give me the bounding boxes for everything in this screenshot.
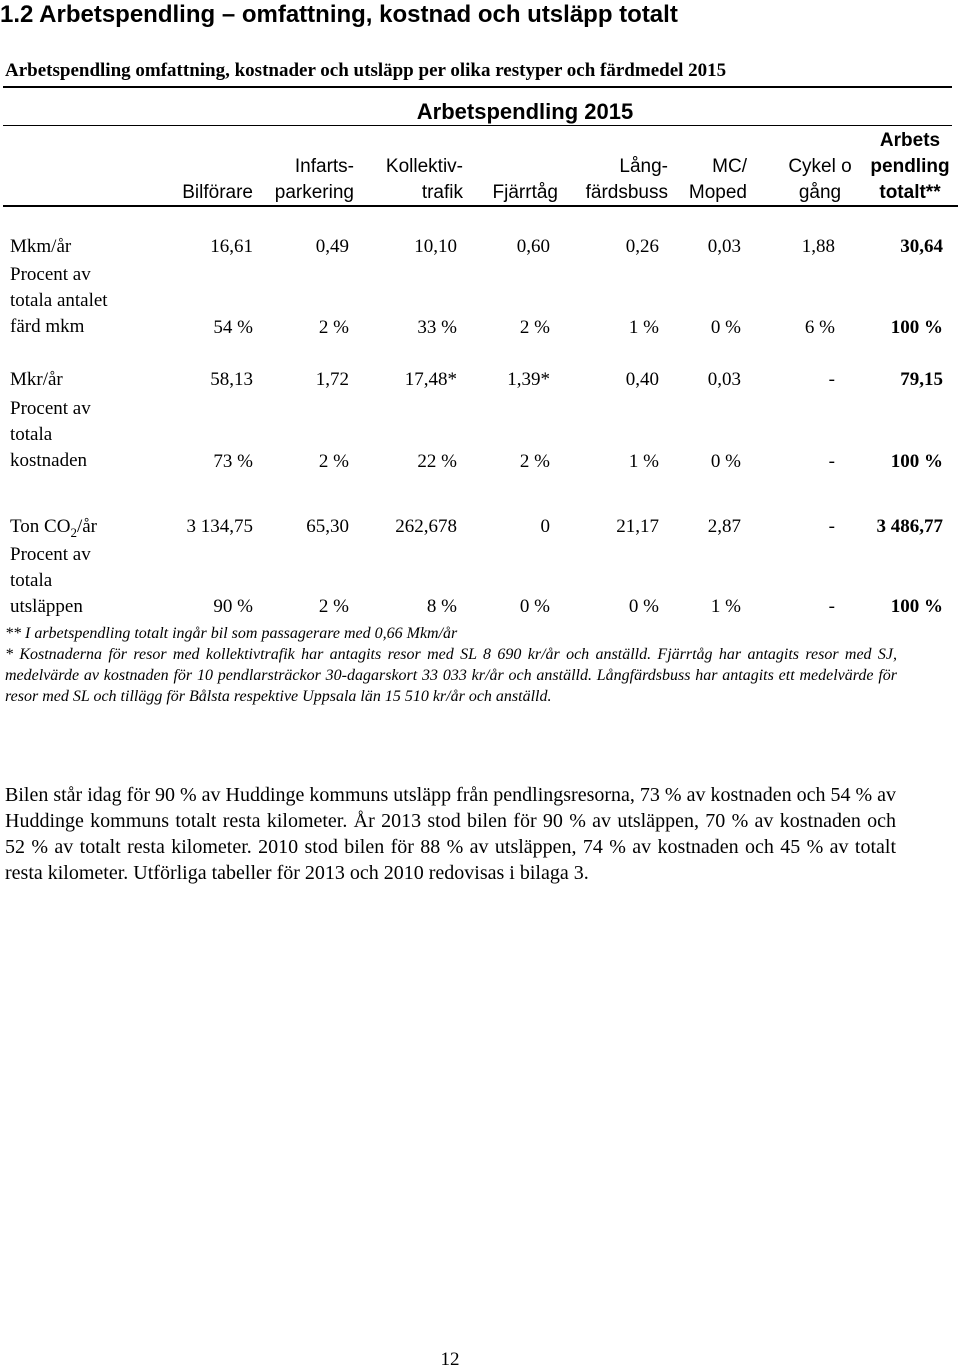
row-label-line: kostnaden bbox=[10, 450, 88, 471]
table-cell: 2 % bbox=[519, 451, 550, 472]
table-cell: 6 % bbox=[804, 317, 835, 338]
row-label-line: Procent av bbox=[10, 544, 91, 565]
table-caption: Arbetspendling omfattning, kostnader och utsläpp per olika restyper och färdmedel 2015 bbox=[5, 60, 727, 81]
footnote: * Kostnaderna för resor med kollektivtrafik har antagits resor med SL 8 690 kr/år och anställd. Fjärrtåg har antagits resor med SJ, medelvärde av kostnaden för 10 pendlarsträckor 30-dagarskort 33 033 kr/år och anställd. Långfärdsbuss har antagits ett medelvärde för resor med SL och tillägg för Bålsta respektive Uppsala län 15 510 kr/år och anställd. bbox=[5, 646, 897, 705]
col-header-line: Cykel o bbox=[788, 156, 852, 177]
row-label-percent-emissions bbox=[10, 542, 91, 620]
row-label-line: totala bbox=[10, 424, 53, 445]
table-cell: 1 % bbox=[710, 596, 741, 617]
table-cell-total: 30,64 bbox=[900, 236, 943, 257]
col-header-line: Bilförare bbox=[182, 182, 253, 203]
table-cell: 1 % bbox=[628, 451, 659, 472]
col-header-line: färdsbuss bbox=[585, 182, 668, 203]
table-cell-total: 3 486,77 bbox=[876, 516, 943, 537]
table-cell: 65,30 bbox=[306, 516, 349, 537]
table-footnotes bbox=[5, 623, 897, 707]
table-cell: 0,60 bbox=[516, 236, 550, 257]
col-header-kollektivtrafik bbox=[386, 154, 463, 206]
table-cell: - bbox=[828, 451, 835, 472]
table-cell: 0,03 bbox=[707, 369, 741, 390]
row-label-mkr: Mkr/år bbox=[10, 369, 63, 390]
table-cell: - bbox=[828, 369, 835, 390]
col-header-line: Moped bbox=[688, 182, 747, 203]
table-cell: 90 % bbox=[213, 596, 253, 617]
row-label-line: totala antalet bbox=[10, 290, 108, 311]
table-cell: 262,678 bbox=[395, 516, 457, 537]
row-label-line: Procent av bbox=[10, 398, 91, 419]
table-cell: 2 % bbox=[318, 451, 349, 472]
row-label-line: utsläppen bbox=[10, 596, 83, 617]
table-cell: 0 % bbox=[519, 596, 550, 617]
col-header-line: Fjärrtåg bbox=[492, 182, 558, 203]
table-cell: 0,40 bbox=[625, 369, 659, 390]
table-cell: 2 % bbox=[519, 317, 550, 338]
table-cell: 17,48* bbox=[404, 369, 457, 390]
col-header-line: parkering bbox=[274, 182, 354, 203]
row-label-text: Ton CO bbox=[10, 516, 71, 537]
page-number: 12 bbox=[440, 1349, 460, 1370]
table-cell: 3 134,75 bbox=[186, 516, 253, 537]
col-header-line: Kollektiv- bbox=[385, 156, 463, 177]
table-header-rule bbox=[3, 205, 958, 207]
table-cell: 2,87 bbox=[707, 516, 741, 537]
table-cell: 0,26 bbox=[625, 236, 659, 257]
col-header-line: Infarts- bbox=[294, 156, 354, 177]
row-label-percent-cost bbox=[10, 396, 91, 474]
table-top-rule bbox=[3, 86, 952, 88]
table-cell: 54 % bbox=[213, 317, 253, 338]
table-cell-total: 100 % bbox=[890, 451, 943, 472]
table-cell: 58,13 bbox=[210, 369, 253, 390]
table-cell: 0 % bbox=[710, 317, 741, 338]
col-header-fjarrtag bbox=[493, 180, 558, 206]
table-cell: - bbox=[828, 596, 835, 617]
table-cell: 1,72 bbox=[315, 369, 349, 390]
row-label-line: färd mkm bbox=[10, 316, 85, 337]
body-paragraph: Bilen står idag för 90 % av Huddinge kommuns utsläpp från pendlingsresorna, 73 % av kostnaden och 54 % av Huddinge kommuns totalt resta kilometer. År 2013 stod bilen för 90 % av utsläppen, 70 % av kostnaden och 52 % av totalt resta kilometer. 2010 stod bilen för 88 % av utsläppen, 74 % av kostnaden och 45 % av totalt resta kilometer. Utförliga tabeller för 2013 och 2010 redovisas i bilaga 3. bbox=[5, 784, 896, 884]
table-cell: 33 % bbox=[417, 317, 457, 338]
col-header-infartsparkering bbox=[275, 154, 354, 206]
table-cell: 1 % bbox=[628, 317, 659, 338]
table-cell: 0 % bbox=[710, 451, 741, 472]
row-label-line: totala bbox=[10, 570, 53, 591]
table-cell-total: 100 % bbox=[890, 317, 943, 338]
table-cell: 10,10 bbox=[414, 236, 457, 257]
col-header-mc-moped bbox=[689, 154, 747, 206]
col-header-langfardsbuss bbox=[586, 154, 668, 206]
table-title-rule bbox=[3, 125, 952, 126]
table-cell: 0 bbox=[540, 516, 550, 537]
table-cell: 8 % bbox=[426, 596, 457, 617]
table-cell: - bbox=[828, 516, 835, 537]
col-header-line: pendling bbox=[870, 156, 950, 177]
table-title: Arbetspendling 2015 bbox=[416, 99, 634, 124]
col-header-line: totalt** bbox=[879, 182, 941, 203]
col-header-line: trafik bbox=[421, 182, 463, 203]
row-label-subscript: 2 bbox=[70, 524, 77, 540]
table-cell: 0 % bbox=[628, 596, 659, 617]
table-cell: 1,39* bbox=[507, 369, 550, 390]
table-cell: 1,88 bbox=[801, 236, 835, 257]
col-header-total bbox=[850, 128, 960, 206]
col-header-line: MC/ bbox=[712, 156, 747, 177]
col-header-line: Arbets bbox=[879, 130, 941, 151]
col-header-line: Lång- bbox=[619, 156, 668, 177]
table-cell: 0,49 bbox=[315, 236, 349, 257]
table-cell: 73 % bbox=[213, 451, 253, 472]
table-cell-total: 79,15 bbox=[900, 369, 943, 390]
footnote: ** I arbetspendling totalt ingår bil som passagerare med 0,66 Mkm/år bbox=[5, 625, 458, 642]
table-cell: 22 % bbox=[417, 451, 457, 472]
row-label-line: Procent av bbox=[10, 264, 91, 285]
table-cell: 2 % bbox=[318, 596, 349, 617]
table-cell: 2 % bbox=[318, 317, 349, 338]
section-heading: 1.2 Arbetspendling – omfattning, kostnad och utsläpp totalt bbox=[0, 1, 678, 28]
table-cell: 0,03 bbox=[707, 236, 741, 257]
row-label-percent-distance bbox=[10, 262, 108, 340]
row-label-mkm: Mkm/år bbox=[10, 236, 72, 257]
row-label-text: /år bbox=[76, 516, 97, 537]
col-header-line: gång bbox=[798, 182, 842, 203]
table-cell: 21,17 bbox=[616, 516, 659, 537]
table-cell: 16,61 bbox=[210, 236, 253, 257]
col-header-bilforare bbox=[182, 180, 253, 206]
table-cell-total: 100 % bbox=[890, 596, 943, 617]
